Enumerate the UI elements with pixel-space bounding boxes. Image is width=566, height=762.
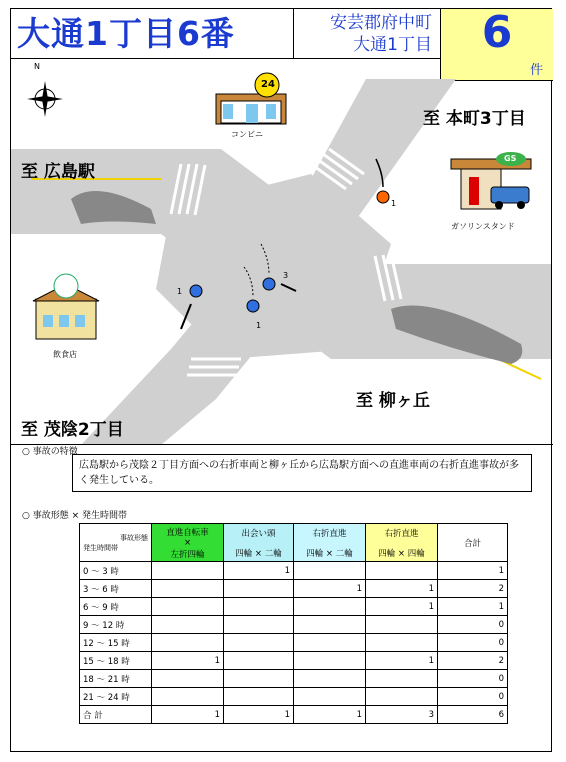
time-label: 9 〜 12 時 — [80, 616, 152, 634]
cell-value: 3 — [366, 706, 438, 724]
row-total: 1 — [438, 562, 508, 580]
col4-bottom: 四輪 × 四輪 — [378, 548, 425, 559]
cell-value — [294, 598, 366, 616]
accident-marker-2 — [247, 300, 259, 312]
corner-top: 事故形態 — [120, 533, 148, 542]
col2-top: 出会い頭 — [241, 528, 276, 539]
time-label: 18 〜 21 時 — [80, 670, 152, 688]
cell-value — [152, 616, 224, 634]
cell-value — [152, 670, 224, 688]
table-row — [80, 580, 508, 598]
cell-value — [152, 688, 224, 706]
cell-value — [366, 634, 438, 652]
cell-value — [366, 670, 438, 688]
direction-yanagaoka: 至 柳ヶ丘 — [356, 391, 430, 411]
cell-value — [366, 562, 438, 580]
row-total: 2 — [438, 580, 508, 598]
accident-count: 6 — [481, 7, 513, 58]
total-header: 合計 — [438, 524, 508, 562]
cell-value — [152, 634, 224, 652]
cell-value: 1 — [224, 562, 294, 580]
address-block — [294, 9, 440, 59]
col3-top: 右折直進 — [312, 528, 347, 539]
marker-label-4: 1 — [391, 199, 397, 208]
marker-label-2: 1 — [256, 321, 262, 330]
row-total: 2 — [438, 652, 508, 670]
row-total: 6 — [438, 706, 508, 724]
corner-bottom: 発生時間帯 — [83, 543, 118, 552]
address-line-2: 大通1丁目 — [353, 35, 432, 55]
accident-marker-4 — [377, 191, 389, 203]
accident-marker-3 — [263, 278, 275, 290]
convenience-sign: 24 — [261, 79, 275, 90]
cell-value: 1 — [152, 706, 224, 724]
cell-value — [224, 670, 294, 688]
cell-value: 1 — [224, 706, 294, 724]
table-header-row — [80, 524, 508, 562]
time-label: 12 〜 15 時 — [80, 634, 152, 652]
cell-value — [366, 616, 438, 634]
row-total: 0 — [438, 670, 508, 688]
convenience-store-icon — [216, 73, 286, 124]
row-total: 0 — [438, 688, 508, 706]
restaurant-label: 飲食店 — [53, 350, 77, 359]
table-heading: ○ 事故形態 × 発生時間帯 — [22, 511, 127, 521]
cell-value: 1 — [152, 652, 224, 670]
marker-label-1: 1 — [177, 287, 183, 296]
cell-value — [294, 616, 366, 634]
accident-marker-1 — [190, 285, 202, 297]
page-title: 大通1丁目6番 — [11, 9, 294, 59]
cell-value — [294, 652, 366, 670]
time-label: 15 〜 18 時 — [80, 652, 152, 670]
cell-value: 1 — [294, 580, 366, 598]
cell-value — [224, 634, 294, 652]
col2-bottom: 四輪 × 二輪 — [235, 548, 282, 559]
col-header-4 — [366, 524, 438, 562]
time-label: 0 〜 3 時 — [80, 562, 152, 580]
direction-honmachi: 至 本町3丁目 — [423, 109, 526, 129]
cell-value: 1 — [366, 598, 438, 616]
col4-top: 右折直進 — [384, 528, 419, 539]
cell-value — [294, 688, 366, 706]
time-label: 6 〜 9 時 — [80, 598, 152, 616]
cell-value — [366, 688, 438, 706]
accident-count-unit: 件 — [529, 63, 543, 78]
col1-top: 直進自転車 — [166, 527, 209, 538]
features-text: 広島駅から茂陰２丁目方面への右折車両と柳ヶ丘から広島駅方面への直進車両の右折直進事故が多く発生している。 — [72, 454, 532, 492]
direction-shigeon: 至 茂陰2丁目 — [21, 420, 124, 440]
time-label: 21 〜 24 時 — [80, 688, 152, 706]
time-label: 3 〜 6 時 — [80, 580, 152, 598]
cell-value: 1 — [366, 652, 438, 670]
table-row — [80, 706, 508, 724]
col-header-2 — [224, 524, 294, 562]
table-body — [80, 562, 508, 724]
cell-value — [224, 616, 294, 634]
cell-value — [224, 580, 294, 598]
row-total: 0 — [438, 616, 508, 634]
cell-value — [152, 580, 224, 598]
table-row — [80, 616, 508, 634]
cell-value — [294, 634, 366, 652]
gas-station-label: ガソリンスタンド — [451, 222, 515, 231]
compass-icon — [27, 81, 63, 117]
compass-label: N — [34, 62, 40, 71]
col1-bottom: 左折四輪 — [170, 549, 205, 560]
table-row — [80, 562, 508, 580]
cell-value — [294, 670, 366, 688]
cell-value — [224, 598, 294, 616]
cell-value — [152, 562, 224, 580]
time-label: 合 計 — [80, 706, 152, 724]
table-title: 事故形態 × 発生時間帯 — [32, 511, 127, 521]
convenience-label: コンビニ — [231, 130, 263, 139]
table-row — [80, 670, 508, 688]
table-row — [80, 652, 508, 670]
table-row — [80, 688, 508, 706]
cell-value — [224, 652, 294, 670]
address-line-1: 安芸郡府中町 — [330, 13, 432, 33]
col1-mid: × — [183, 537, 192, 548]
cell-value — [294, 562, 366, 580]
cell-value: 1 — [294, 706, 366, 724]
row-total: 0 — [438, 634, 508, 652]
cell-value — [224, 688, 294, 706]
table-row — [80, 634, 508, 652]
direction-hiroshima: 至 広島駅 — [21, 162, 95, 182]
gas-station-icon — [451, 152, 531, 209]
col-header-3 — [294, 524, 366, 562]
marker-label-3: 3 — [283, 271, 289, 280]
accident-table — [79, 523, 508, 724]
col-header-1 — [152, 524, 224, 562]
col3-bottom: 四輪 × 二輪 — [306, 548, 353, 559]
corner-cell — [80, 524, 152, 562]
gas-station-sign: GS — [504, 154, 517, 163]
cell-value: 1 — [366, 580, 438, 598]
features-title: 事故の特徴 — [32, 447, 78, 457]
table-row — [80, 598, 508, 616]
row-total: 1 — [438, 598, 508, 616]
features-heading: ○ 事故の特徴 — [22, 447, 78, 457]
cell-value — [152, 598, 224, 616]
intersection-map — [11, 59, 553, 445]
restaurant-icon — [33, 274, 99, 339]
